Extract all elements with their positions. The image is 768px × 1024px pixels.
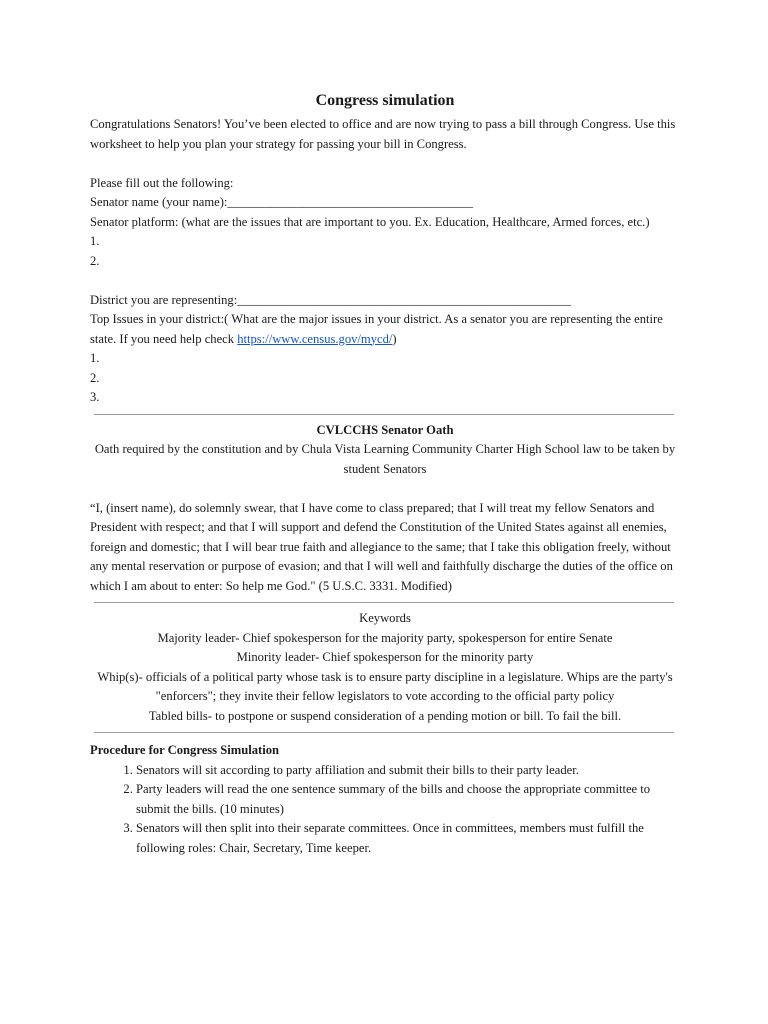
oath-subheading: Oath required by the constitution and by Chula Vista Learning Community Charter High School law to be taken by student Senators [94, 442, 676, 476]
keyword-whips: Whip(s)- officials of a political party whose task is to ensure party discipline in a legislature. Whips are the party's "enforcers"; they invite their fellow legislators to vote according to the official party policy [97, 669, 673, 703]
issue-item-1: 1. [90, 351, 100, 365]
spacer [90, 271, 680, 291]
keywords-heading: Keywords [359, 611, 411, 625]
procedure-step: 2. Party leaders will read the one sentence summary of the bills and choose the appropriate committee to submit the bills. (10 minutes) [136, 780, 680, 819]
page-title: Congress simulation [315, 92, 455, 109]
keyword-minority-leader: Minority leader- Chief spokesperson for the minority party [236, 650, 534, 664]
census-link[interactable]: https://www.census.gov/mycd/ [237, 331, 393, 346]
divider [94, 414, 674, 415]
divider [94, 732, 674, 733]
oath-text: “I, (insert name), do solemnly swear, that I have come to class prepared; that I will treat my fellow Senators and President with respect; and that I will support and defend the Constitution of the United States against all enemies, foreign and domestic; that I will bear true faith and allegiance to the same; that I take this obligation freely, without any mental reservation or purpose of evasion; and that I will well and faithfully discharge the duties of the office on which I am about to enter: So help me God." (5 U.S.C. 3331. Modified) [90, 500, 673, 593]
procedure-step: 3. Senators will then split into their separate committees. Once in committees, members must fulfill the following roles: Chair, Secretary, Time keeper. [136, 819, 680, 858]
senator-name-field: Senator name (your name):_______________________________________ [90, 195, 474, 209]
keyword-tabled-bills: Tabled bills- to postpone or suspend consideration of a pending motion or bill. To fail the bill. [148, 708, 622, 723]
oath-heading: CVLCCHS Senator Oath [316, 422, 454, 437]
district-field: District you are representing:_____________________________________________________ [90, 292, 571, 307]
fill-out-label: Please fill out the following: [90, 175, 234, 190]
procedure-list [90, 761, 680, 859]
procedure-step: 1. Senators will sit according to party affiliation and submit their bills to their party leader. [136, 761, 680, 781]
spacer [90, 479, 680, 499]
platform-item-1: 1. [90, 234, 100, 248]
issue-item-3: 3. [90, 390, 100, 404]
top-issues-close: ) [392, 331, 397, 346]
document-page [90, 92, 680, 858]
senator-platform-label: Senator platform: (what are the issues that are important to you. Ex. Education, Healthcare, Armed forces, etc.) [90, 214, 650, 229]
top-issues-text: Top Issues in your district:( What are the major issues in your district. As a senator you are representing the entire state. If you need help check [90, 312, 663, 346]
platform-item-2: 2. [90, 253, 100, 268]
issue-item-2: 2. [90, 370, 100, 385]
keyword-majority-leader: Majority leader- Chief spokesperson for the majority party, spokesperson for entire Senate [157, 630, 613, 645]
top-issues-label [90, 310, 680, 349]
intro-paragraph: Congratulations Senators! You’ve been elected to office and are now trying to pass a bill through Congress. Use this worksheet to help you plan your strategy for passing your bill in Congress. [90, 117, 676, 151]
spacer [90, 154, 680, 174]
procedure-heading: Procedure for Congress Simulation [90, 743, 280, 757]
divider [94, 602, 674, 603]
